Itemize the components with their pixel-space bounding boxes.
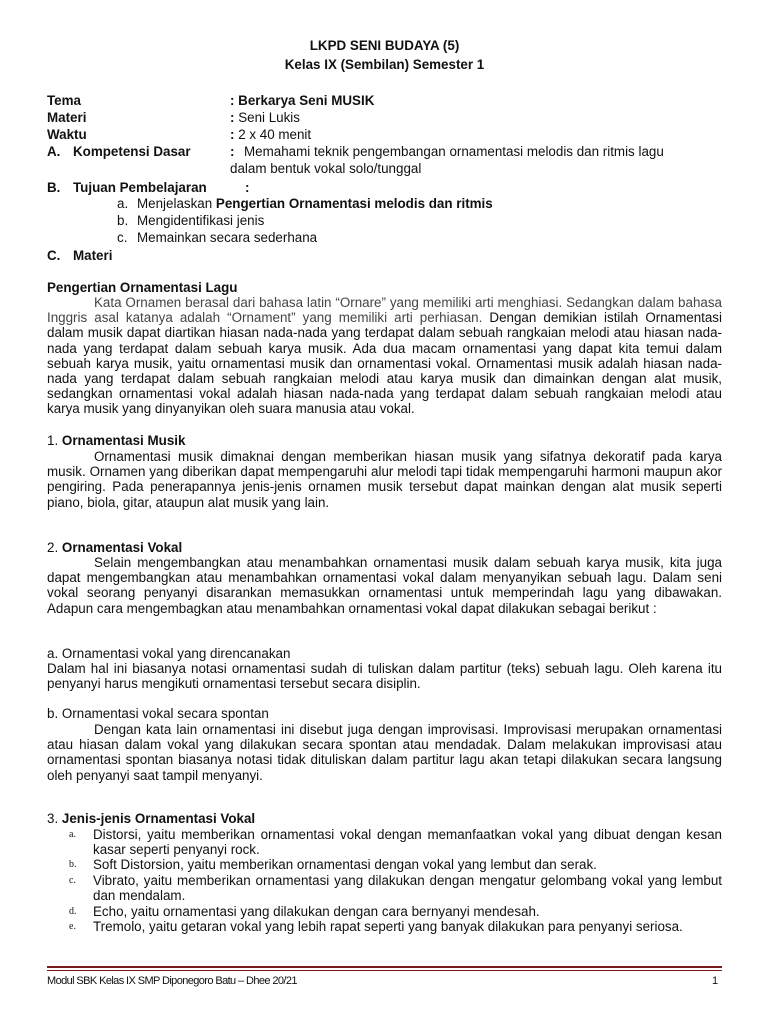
- section-a-letter: A.: [47, 144, 61, 159]
- vocal-type-marker: b.: [69, 859, 77, 870]
- materi-label: Materi: [47, 110, 87, 125]
- waktu-colon: :: [230, 127, 235, 142]
- section-2a-heading: a. Ornamentasi vokal yang direncanakan: [47, 646, 291, 661]
- section-b-colon: :: [245, 180, 250, 195]
- footer-rule-thin: [47, 970, 722, 971]
- waktu-value-wrap: [230, 127, 311, 142]
- section-1-title: Ornamentasi Musik: [61, 433, 186, 448]
- section-2-paragraph: Selain mengembangkan atau menambahkan ornamentasi musik dalam sebuah karya musik, kita juga dapat mengembangkan atau menambahkan ornamentasi vokal dalam menyanyikan sebuah lagu. Dalam seni vokal seorang penyanyi disarankan memasukkan ornamentasi untuk memperindah lagu yang dibawakan. Adapun cara mengembagkan atau menambahkan ornamentasi vokal dapat dilakukan sebagai berikut :: [47, 555, 722, 616]
- pengertian-paragraph: [47, 295, 722, 417]
- footer-text: Modul SBK Kelas IX SMP Diponegoro Batu – Dhee 20/21: [47, 975, 297, 987]
- section-3-heading: [47, 811, 255, 826]
- tema-label: Tema: [47, 93, 81, 108]
- document-subtitle: Kelas IX (Sembilan) Semester 1: [284, 57, 485, 72]
- section-a-colon: :: [230, 144, 235, 159]
- footer-rule: [47, 966, 722, 968]
- section-1-heading: [47, 433, 185, 448]
- section-b-label: Tujuan Pembelajaran: [73, 180, 207, 195]
- tema-value: : Berkarya Seni MUSIK: [230, 93, 375, 108]
- section-a-label: Kompetensi Dasar: [73, 144, 191, 159]
- section-b-letter: B.: [47, 180, 61, 195]
- objective-prefix: Menjelaskan: [137, 196, 216, 211]
- section-a-line2: dalam bentuk vokal solo/tunggal: [230, 161, 422, 176]
- vocal-type-marker: d.: [69, 906, 77, 917]
- objective-bold: Pengertian Ornamentasi melodis dan ritmis: [215, 196, 493, 211]
- pengertian-para-rest: Dengan demikian istilah Ornamentasi dalam musik dapat diartikan hiasan nada-nada yang terdapat dalam sebuah rangkaian melodi atau hiasan nada-nada yang terdapat dalam sebuah karya musik. Ada dua macam ornamentasi yang dapat kita temui dalam sebuah karya musik, yaitu ornamentasi musik dan ornamentasi vokal. Ornamentasi musik adalah hiasan nada-nada yang terdapat dalam sebuah rangkaian melodi atau karya musik dan dimainkan dengan alat musik, sedangkan ornamentasi vokal adalah hiasan nada-nada yang terdapat dalam sebuah rangkaian melodi atau karya musik yang dinyanyikan oleh suara manusia atau vokal.: [47, 310, 722, 417]
- pengertian-heading: Pengertian Ornamentasi Lagu: [47, 280, 238, 295]
- vocal-type-text: Tremolo, yaitu getaran vokal yang lebih rapat seperti yang banyak dilakukan para penyanyi seriosa.: [93, 919, 683, 934]
- objective-prefix: Memainkan secara sederhana: [137, 230, 318, 245]
- vocal-type-text: Vibrato, yaitu memberikan ornamentasi yang dilakukan dengan mengatur gelombang vokal yang lembut dan mendalam.: [93, 873, 722, 904]
- pengertian-para-light: Kata Ornamen berasal dari bahasa latin “Ornare” yang memiliki arti menghiasi. Sedangkan dalam bahasa Inggris asal katanya adalah “Ornament” yang memiliki arti perhiasan.: [47, 295, 722, 326]
- section-2-number: 2.: [47, 540, 59, 555]
- vocal-type-text: Soft Distorsion, yaitu memberikan ornamentasi dengan vokal yang lembut dan serak.: [93, 857, 597, 872]
- waktu-label: Waktu: [47, 127, 87, 142]
- section-2-heading: [47, 540, 182, 555]
- objective-marker: a.: [117, 196, 129, 211]
- materi-value: Seni Lukis: [234, 110, 300, 125]
- section-3-title: Jenis-jenis Ornamentasi Vokal: [61, 811, 256, 826]
- page-number: 1: [712, 975, 719, 987]
- section-2a-paragraph: Dalam hal ini biasanya notasi ornamentasi sudah di tuliskan dalam partitur (teks) sebuah lagu. Oleh karena itu penyanyi harus mengikuti ornamentasi tersebut secara disiplin.: [47, 661, 722, 692]
- objective-text: [137, 196, 722, 211]
- section-2-title: Ornamentasi Vokal: [61, 540, 183, 555]
- section-1-paragraph: Ornamentasi musik dimaknai dengan memberikan hiasan musik yang sifatnya dekoratif pada karya musik. Ornamen yang diberikan dapat mempengaruhi alur melodi tapi tidak mempengaruhi harmoni maupun akor pengiring. Pada penerapannya jenis-jenis ornamen musik tersebut dapat mainkan dengan alat musik seperti piano, biola, gitar, ataupun alat musik yang lain.: [47, 449, 722, 510]
- section-1-number: 1.: [47, 433, 59, 448]
- section-3-number: 3.: [47, 811, 59, 826]
- waktu-value: 2 x 40 menit: [234, 127, 312, 142]
- section-2b-paragraph: Dengan kata lain ornamentasi ini disebut juga dengan improvisasi. Improvisasi merupakan ornamentasi atau hiasan dalam vokal yang dilakukan secara spontan atau mendadak. Dalam melakukan improvisasi atau ornamentasi spontan biasanya notasi tidak dituliskan dalam partitur lagu akan tetapi dilakukan secara langsung oleh penyanyi saat tampil menyanyi.: [47, 722, 722, 783]
- materi-colon: :: [230, 110, 235, 125]
- section-2b-heading: b. Ornamentasi vokal secara spontan: [47, 706, 269, 721]
- vocal-type-marker: e.: [69, 921, 76, 932]
- objective-marker: b.: [117, 213, 129, 228]
- vocal-type-marker: c.: [69, 875, 76, 886]
- vocal-type-text: Echo, yaitu ornamentasi yang dilakukan dengan cara bernyanyi mendesah.: [93, 904, 540, 919]
- objective-marker: c.: [117, 230, 128, 245]
- section-c-letter: C.: [47, 248, 61, 263]
- vocal-type-text: Distorsi, yaitu memberikan ornamentasi vokal dengan memanfaatkan vokal yang dibuat dengan kesan kasar seperti penyanyi rock.: [93, 827, 722, 858]
- materi-value-wrap: [230, 110, 300, 125]
- vocal-type-marker: a.: [69, 829, 76, 840]
- section-a-line1: Memahami teknik pengembangan ornamentasi melodis dan ritmis lagu: [244, 144, 664, 159]
- section-c-label: Materi: [73, 248, 113, 263]
- document-title: LKPD SENI BUDAYA (5): [309, 38, 460, 53]
- objective-prefix: Mengidentifikasi jenis: [137, 213, 265, 228]
